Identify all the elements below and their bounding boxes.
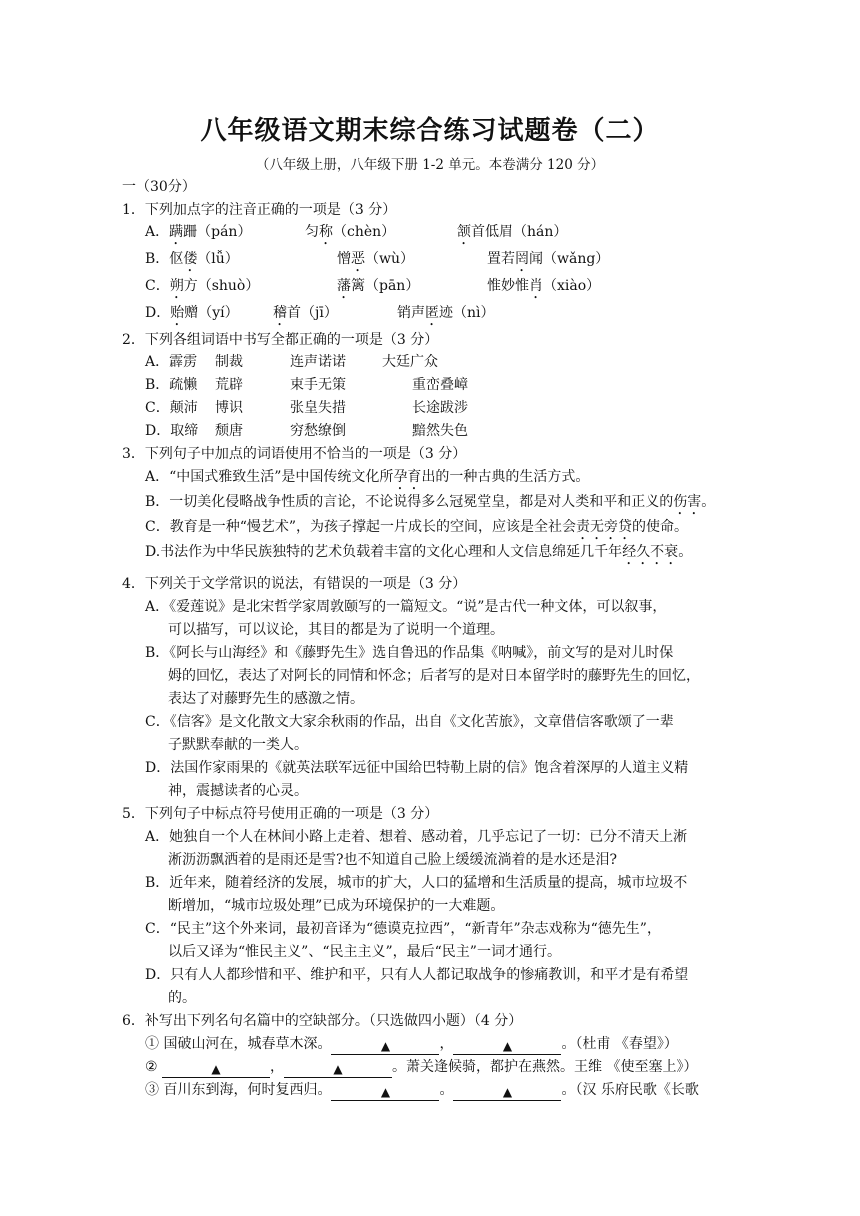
q3-option-c: C．教育是一种“慢艺术”，为孩子撑起一片成长的空间，应该是全社会责无旁贷的使命。 <box>145 519 689 535</box>
answer-blank[interactable]: ▲ <box>453 1038 561 1055</box>
q2-option-b-2: 荒辟 <box>215 377 243 393</box>
q1-option-c-2: 藩篱（pān） <box>337 278 420 294</box>
q2-option-a-3: 连声诺诺 <box>290 354 346 370</box>
q2-option-d-3: 穷愁缭倒 <box>290 423 346 439</box>
q2-option-c-4: 长途跋涉 <box>412 400 468 416</box>
q1-option-a-3: 颔首低眉（hán） <box>457 224 568 240</box>
q2-option-d-4: 黯然失色 <box>412 423 468 439</box>
q1-option-b-1: B．伛偻（lǚ） <box>145 251 239 267</box>
q4-option-b-line2: 姆的回忆，表达了对阿长的同情和怀念；后者写的是对日本留学时的藤野先生的回忆， <box>168 668 700 684</box>
q2-option-c-1: C．颠沛 <box>145 400 198 416</box>
page-subtitle: （八年级上册，八年级下册 1-2 单元。本卷满分 120 分） <box>255 157 605 173</box>
q4-option-a-line2: 可以描写，可以议论，其目的都是为了说明一个道理。 <box>168 622 504 638</box>
answer-blank[interactable]: ▲ <box>331 1084 439 1101</box>
page-title: 八年级语文期末综合练习试题卷（二） <box>200 116 660 146</box>
q5-option-c-line1: C．“民主”这个外来词，最初音译为“德谟克拉西”，“新青年”杂志戏称为“德先生”， <box>145 921 661 937</box>
q2-option-c-2: 博识 <box>215 400 243 416</box>
q5-option-d-line2: 的。 <box>168 990 196 1006</box>
q5-stem: 5．下列句子中标点符号使用正确的一项是（3 分） <box>122 806 439 822</box>
q6-item-2: ② ▲ ， ▲ 。萧关逢候骑，都护在燕然。王维 《使至塞上》） <box>145 1059 698 1076</box>
q1-option-c-3: 惟妙惟肖（xiào） <box>487 278 601 294</box>
q2-option-b-4: 重峦叠嶂 <box>412 377 468 393</box>
q1-option-b-2: 憎恶（wù） <box>337 251 414 267</box>
q5-option-d-line1: D．只有人人都珍惜和平、维护和平，只有人人都记取战争的惨痛教训，和平才是有希望 <box>145 967 689 983</box>
q4-option-b-line1: B．《阿长与山海经》和《藤野先生》选自鲁迅的作品集《呐喊》，前文写的是对儿时保 <box>145 645 674 661</box>
q2-option-c-3: 张皇失措 <box>290 400 346 416</box>
q6-item-1: ① 国破山河在，城春草木深。 ▲ ， ▲ 。（杜甫 《春望》） <box>145 1036 678 1053</box>
q3-stem: 3．下列句子中加点的词语使用不恰当的一项是（3 分） <box>122 446 467 462</box>
q1-option-a-1: A．蹒跚（pán） <box>145 224 252 240</box>
q2-option-a-2: 制裁 <box>215 354 243 370</box>
q5-option-b-line1: B．近年来，随着经济的发展，城市的扩大，人口的猛增和生活质量的提高，城市垃圾不 <box>145 875 688 891</box>
q2-option-b-1: B．疏懒 <box>145 377 198 393</box>
q2-option-b-3: 束手无策 <box>290 377 346 393</box>
q1-stem: 1．下列加点字的注音正确的一项是（3 分） <box>122 202 397 218</box>
q6-stem: 6．补写出下列名句名篇中的空缺部分。（只选做四小题）（4 分） <box>122 1013 523 1029</box>
q5-option-a-line2: 淅沥沥飘洒着的是雨还是雪?也不知道自己脸上缓缓流淌着的是水还是泪? <box>168 852 618 868</box>
q2-option-a-1: A．霹雳 <box>145 354 198 370</box>
q5-option-a-line1: A．她独自一个人在林间小路上走着、想着、感动着，几乎忘记了一切：已分不清天上淅 <box>145 829 688 845</box>
q3-option-a: A．“中国式雅致生活”是中国传统文化所孕育出的一种古典的生活方式。 <box>145 469 590 485</box>
q4-option-c-line1: C．《信客》是文化散文大家余秋雨的作品，出自《文化苦旅》，文章借信客歌颂了一辈 <box>145 714 674 730</box>
q2-option-d-1: D．取缔 <box>145 423 199 439</box>
q1-option-a-2: 匀称（chèn） <box>305 224 396 240</box>
q5-option-b-line2: 断增加，“城市垃圾处理”已成为环境保护的一大难题。 <box>168 898 505 914</box>
section-heading: 一（30分） <box>122 179 196 195</box>
q2-stem: 2．下列各组词语中书写全都正确的一项是（3 分） <box>122 332 439 348</box>
answer-blank[interactable]: ▲ <box>453 1084 561 1101</box>
answer-blank[interactable]: ▲ <box>162 1061 270 1078</box>
q5-option-c-line2: 以后又译为“惟民主义”、“民主主义”，最后“民主”一词才通行。 <box>168 944 561 960</box>
q4-option-b-line3: 表达了对藤野先生的感激之情。 <box>168 691 364 707</box>
q4-option-c-line2: 子默默奉献的一类人。 <box>168 737 308 753</box>
q4-option-a-line1: A．《爱莲说》是北宋哲学家周敦颐写的一篇短文。“说”是古代一种文体，可以叙事， <box>145 599 667 615</box>
q1-option-d-2: 稽首（jī） <box>273 305 338 321</box>
q1-option-d-3: 销声匿迹（nì） <box>397 305 495 321</box>
q4-option-d-line1: D．法国作家雨果的《就英法联军远征中国给巴特勒上尉的信》饱含着深厚的人道主义精 <box>145 760 689 776</box>
q2-option-d-2: 颓唐 <box>215 423 243 439</box>
q1-option-c-1: C．朔方（shuò） <box>145 278 260 294</box>
answer-blank[interactable]: ▲ <box>284 1061 392 1078</box>
q1-option-d-1: D．贻赠（yí） <box>145 305 239 321</box>
q2-option-a-4: 大廷广众 <box>382 354 438 370</box>
q4-option-d-line2: 神，震撼读者的心灵。 <box>168 783 308 799</box>
q6-item-3: ③ 百川东到海，何时复西归。 ▲ 。 ▲ 。（汉 乐府民歌《长歌 <box>145 1082 699 1099</box>
q3-option-b: B．一切美化侵略战争性质的言论，不论说得多么冠冕堂皇，都是对人类和平和正义的伤害。 <box>145 494 716 510</box>
q3-option-d: D.书法作为中华民族独特的艺术负载着丰富的文化心理和人文信息绵延几千年经久不衰。 <box>145 544 693 560</box>
q1-option-b-3: 置若罔闻（wǎng） <box>487 251 610 267</box>
answer-blank[interactable]: ▲ <box>331 1038 439 1055</box>
q4-stem: 4．下列关于文学常识的说法，有错误的一项是（3 分） <box>122 576 467 592</box>
